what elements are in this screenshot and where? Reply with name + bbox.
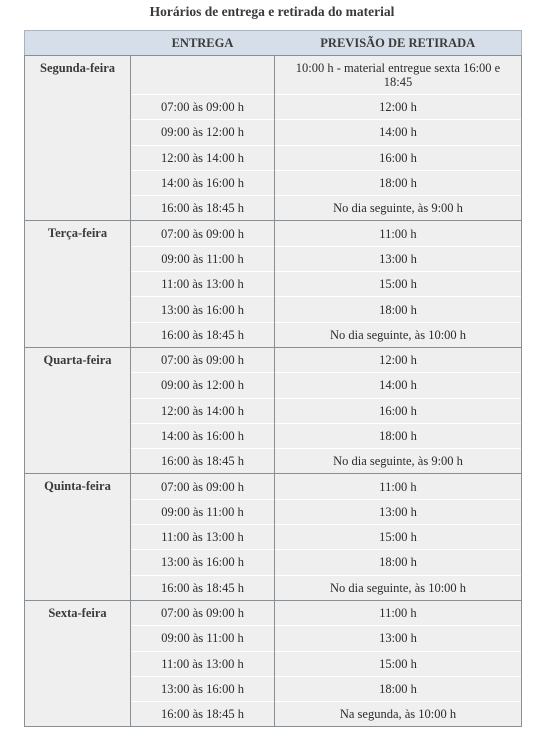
retirada-cell: 12:00 h: [275, 347, 522, 372]
entrega-cell: 07:00 às 09:00 h: [131, 474, 275, 499]
day-label: Segunda-feira: [25, 56, 131, 221]
entrega-cell: 16:00 às 18:45 h: [131, 449, 275, 474]
schedule-table: [24, 30, 522, 727]
retirada-cell: 13:00 h: [275, 246, 522, 271]
entrega-cell: 11:00 às 13:00 h: [131, 272, 275, 297]
entrega-cell: 16:00 às 18:45 h: [131, 196, 275, 221]
entrega-cell: 07:00 às 09:00 h: [131, 600, 275, 625]
header-row: [25, 31, 522, 56]
entrega-cell: 09:00 às 11:00 h: [131, 499, 275, 524]
entrega-cell: 09:00 às 11:00 h: [131, 626, 275, 651]
entrega-cell: 16:00 às 18:45 h: [131, 575, 275, 600]
header-retirada: PREVISÃO DE RETIRADA: [275, 31, 522, 56]
retirada-cell: 14:00 h: [275, 373, 522, 398]
entrega-cell: [131, 56, 275, 95]
entrega-cell: 07:00 às 09:00 h: [131, 347, 275, 372]
retirada-cell: 18:00 h: [275, 676, 522, 701]
entrega-cell: 11:00 às 13:00 h: [131, 651, 275, 676]
retirada-cell: 16:00 h: [275, 398, 522, 423]
retirada-cell: 11:00 h: [275, 600, 522, 625]
retirada-cell: No dia seguinte, às 9:00 h: [275, 196, 522, 221]
retirada-cell: No dia seguinte, às 10:00 h: [275, 575, 522, 600]
retirada-cell: 15:00 h: [275, 272, 522, 297]
day-label: Quinta-feira: [25, 474, 131, 600]
day-label: Quarta-feira: [25, 347, 131, 473]
entrega-cell: 16:00 às 18:45 h: [131, 322, 275, 347]
retirada-cell: No dia seguinte, às 10:00 h: [275, 322, 522, 347]
retirada-cell: 15:00 h: [275, 525, 522, 550]
entrega-cell: 09:00 às 12:00 h: [131, 373, 275, 398]
retirada-cell: 18:00 h: [275, 550, 522, 575]
entrega-cell: 09:00 às 11:00 h: [131, 246, 275, 271]
entrega-cell: 14:00 às 16:00 h: [131, 170, 275, 195]
retirada-cell: 10:00 h - material entregue sexta 16:00 e 18:45: [275, 56, 522, 95]
header-entrega: ENTREGA: [131, 31, 275, 56]
schedule-body: [25, 56, 522, 727]
entrega-cell: 07:00 às 09:00 h: [131, 221, 275, 246]
retirada-cell: 18:00 h: [275, 170, 522, 195]
retirada-cell: 11:00 h: [275, 474, 522, 499]
entrega-cell: 12:00 às 14:00 h: [131, 398, 275, 423]
table-row: [25, 221, 522, 246]
day-label: Terça-feira: [25, 221, 131, 347]
retirada-cell: 13:00 h: [275, 626, 522, 651]
retirada-cell: No dia seguinte, às 9:00 h: [275, 449, 522, 474]
entrega-cell: 09:00 às 12:00 h: [131, 120, 275, 145]
day-label: Sexta-feira: [25, 600, 131, 726]
table-caption: Horários de entrega e retirada do material: [149, 4, 395, 19]
retirada-cell: 18:00 h: [275, 423, 522, 448]
retirada-cell: 13:00 h: [275, 499, 522, 524]
retirada-cell: 12:00 h: [275, 95, 522, 120]
entrega-cell: 13:00 às 16:00 h: [131, 550, 275, 575]
retirada-cell: 16:00 h: [275, 145, 522, 170]
retirada-cell: 11:00 h: [275, 221, 522, 246]
entrega-cell: 13:00 às 16:00 h: [131, 676, 275, 701]
header-day: [25, 31, 131, 56]
entrega-cell: 14:00 às 16:00 h: [131, 423, 275, 448]
table-row: [25, 347, 522, 372]
table-row: [25, 600, 522, 625]
retirada-cell: Na segunda, às 10:00 h: [275, 702, 522, 727]
entrega-cell: 12:00 às 14:00 h: [131, 145, 275, 170]
entrega-cell: 07:00 às 09:00 h: [131, 95, 275, 120]
entrega-cell: 13:00 às 16:00 h: [131, 297, 275, 322]
retirada-cell: 15:00 h: [275, 651, 522, 676]
entrega-cell: 11:00 às 13:00 h: [131, 525, 275, 550]
table-row: [25, 56, 522, 95]
entrega-cell: 16:00 às 18:45 h: [131, 702, 275, 727]
table-row: [25, 474, 522, 499]
retirada-cell: 14:00 h: [275, 120, 522, 145]
retirada-cell: 18:00 h: [275, 297, 522, 322]
